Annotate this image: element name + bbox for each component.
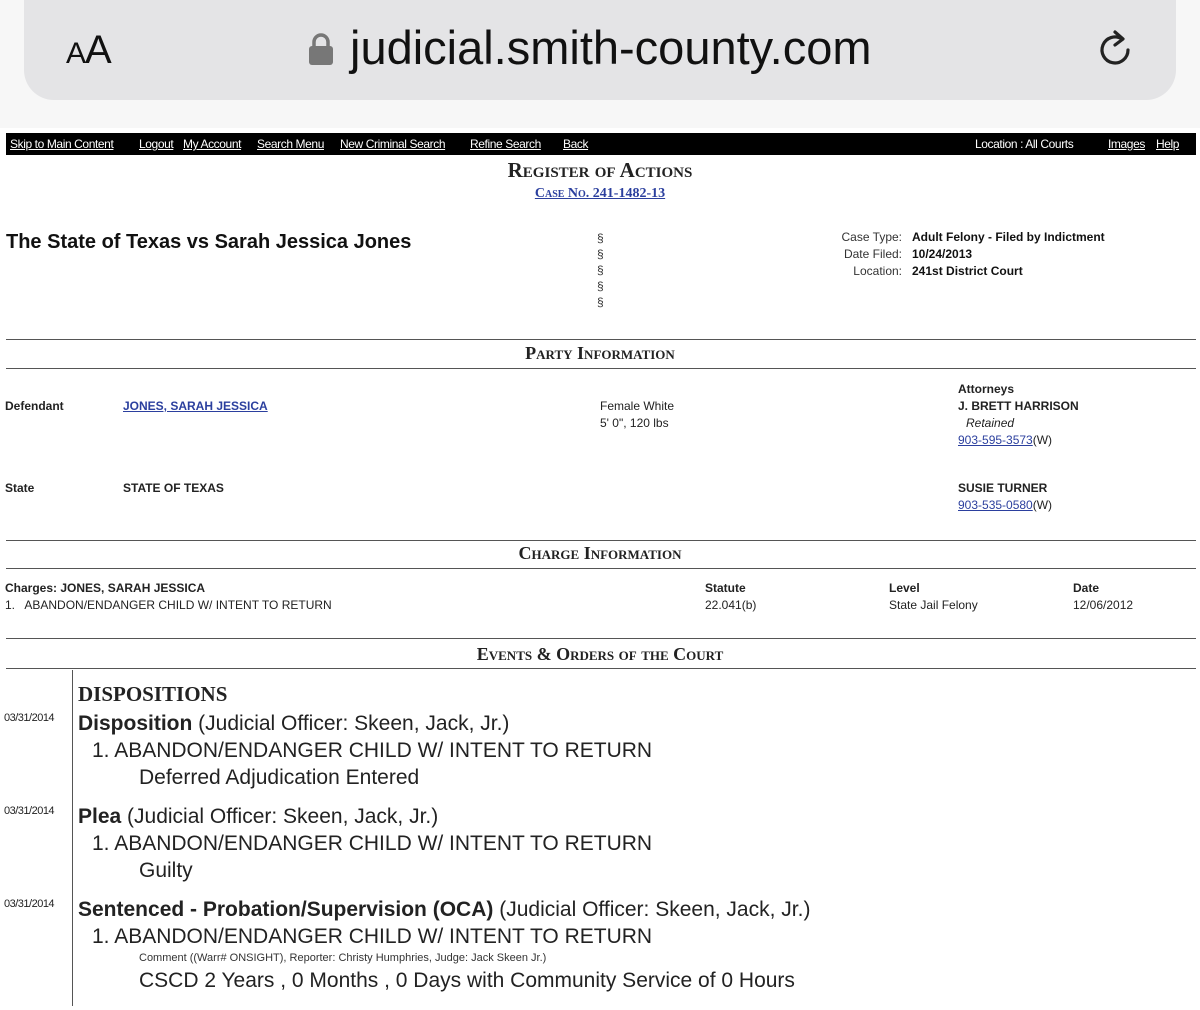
phone-link[interactable]: 903-595-3573 [958,433,1033,447]
defendant-role: Defendant [5,399,64,413]
lock-icon [308,32,334,66]
nav-new-criminal-search[interactable]: New Criminal Search [340,137,446,151]
section-mark: § [597,263,604,277]
case-type-value: Adult Felony - Filed by Indictment [912,230,1105,244]
dispositions-header: DISPOSITIONS [78,682,228,706]
date-filed-value: 10/24/2013 [912,247,973,261]
event-title-line [78,898,810,922]
state-attorney-name: SUSIE TURNER [958,481,1048,495]
url-text[interactable]: judicial.smith-county.com [350,21,872,74]
event-title-line [78,805,438,829]
party-information-heading: Party Information [525,343,675,363]
nav-help[interactable]: Help [1156,137,1180,151]
case-type-label: Case Type: [841,230,902,244]
attorneys-header: Attorneys [958,382,1015,396]
level-header: Level [889,581,920,595]
defendant-height-weight: 5' 0", 120 lbs [600,416,669,430]
location-value: 241st District Court [912,264,1023,278]
register-title: Register of Actions [507,158,693,182]
phone-suffix: (W) [1032,498,1053,512]
event-result: Deferred Adjudication Entered [139,766,420,789]
event-title-line [78,712,509,736]
event-officer: (Judicial Officer: Skeen, Jack, Jr.) [493,898,811,921]
divider [6,339,1196,340]
charge-date: 12/06/2012 [1073,598,1134,612]
charges-label: Charges: JONES, SARAH JESSICA [5,581,206,595]
state-role: State [5,481,35,495]
event-comment: Comment ((Warr# ONSIGHT), Reporter: Christy Humphries, Judge: Jack Skeen Jr.) [139,952,547,964]
location-label: Location: [853,264,902,278]
event-charge: 1. ABANDON/ENDANGER CHILD W/ INTENT TO RETURN [92,739,653,762]
text-size-large-glyph: A [85,28,111,72]
event-officer: (Judicial Officer: Skeen, Jack, Jr.) [192,712,510,735]
event-officer: (Judicial Officer: Skeen, Jack, Jr.) [121,805,439,828]
divider [6,368,1196,369]
location-text: Location : All Courts [975,137,1074,151]
event-date: 03/31/2014 [4,712,55,724]
divider [6,668,1196,669]
event-date: 03/31/2014 [4,805,55,817]
section-mark: § [597,279,604,293]
site-nav-bar [6,133,1196,155]
state-name: STATE OF TEXAS [123,481,224,495]
events-orders-heading: Events & Orders of the Court [476,644,724,664]
divider [6,568,1196,569]
date-filed-label: Date Filed: [843,247,902,261]
attorney-retained-status: Retained [966,416,1015,430]
date-header: Date [1073,581,1100,595]
event-result: Guilty [139,859,193,882]
section-mark: § [597,295,604,309]
section-mark: § [597,247,604,261]
text-size-button[interactable] [66,28,111,73]
charge-description: 1. ABANDON/ENDANGER CHILD W/ INTENT TO RETURN [5,598,332,612]
nav-search-menu[interactable]: Search Menu [257,137,324,151]
event-title: Sentenced - Probation/Supervision (OCA) [78,898,494,921]
reload-icon[interactable] [1094,28,1138,72]
nav-refine-search[interactable]: Refine Search [470,137,541,151]
charge-level: State Jail Felony [889,598,978,612]
defendant-attorney-phone [958,433,1052,447]
nav-images[interactable]: Images [1108,137,1145,151]
defendant-name-link[interactable]: JONES, SARAH JESSICA [123,399,268,413]
section-mark: § [597,231,604,245]
events-timeline-line [72,670,73,1006]
event-charge: 1. ABANDON/ENDANGER CHILD W/ INTENT TO RETURN [92,832,653,855]
nav-logout[interactable]: Logout [139,137,174,151]
event-title: Disposition [78,712,193,735]
nav-my-account[interactable]: My Account [183,137,242,151]
defendant-description: Female White [600,399,675,413]
event-date: 03/31/2014 [4,898,55,910]
state-attorney-phone [958,498,1052,512]
case-number-link[interactable]: Case No. 241-1482-13 [534,186,666,201]
defendant-attorney-name: J. BRETT HARRISON [958,399,1079,413]
nav-back[interactable]: Back [563,137,589,151]
text-size-small-glyph: A [66,37,86,70]
event-charge: 1. ABANDON/ENDANGER CHILD W/ INTENT TO RETURN [92,925,653,948]
phone-suffix: (W) [1032,433,1053,447]
phone-link[interactable]: 903-535-0580 [958,498,1033,512]
charge-statute: 22.041(b) [705,598,757,612]
charge-information-heading: Charge Information [518,543,682,563]
event-title: Plea [78,805,122,828]
event-result: CSCD 2 Years , 0 Months , 0 Days with Community Service of 0 Hours [139,969,795,992]
nav-skip-to-main-content[interactable]: Skip to Main Content [10,137,114,151]
divider [6,540,1196,541]
case-style-title: The State of Texas vs Sarah Jessica Jones [6,231,412,253]
divider [6,638,1196,639]
statute-header: Statute [705,581,746,595]
